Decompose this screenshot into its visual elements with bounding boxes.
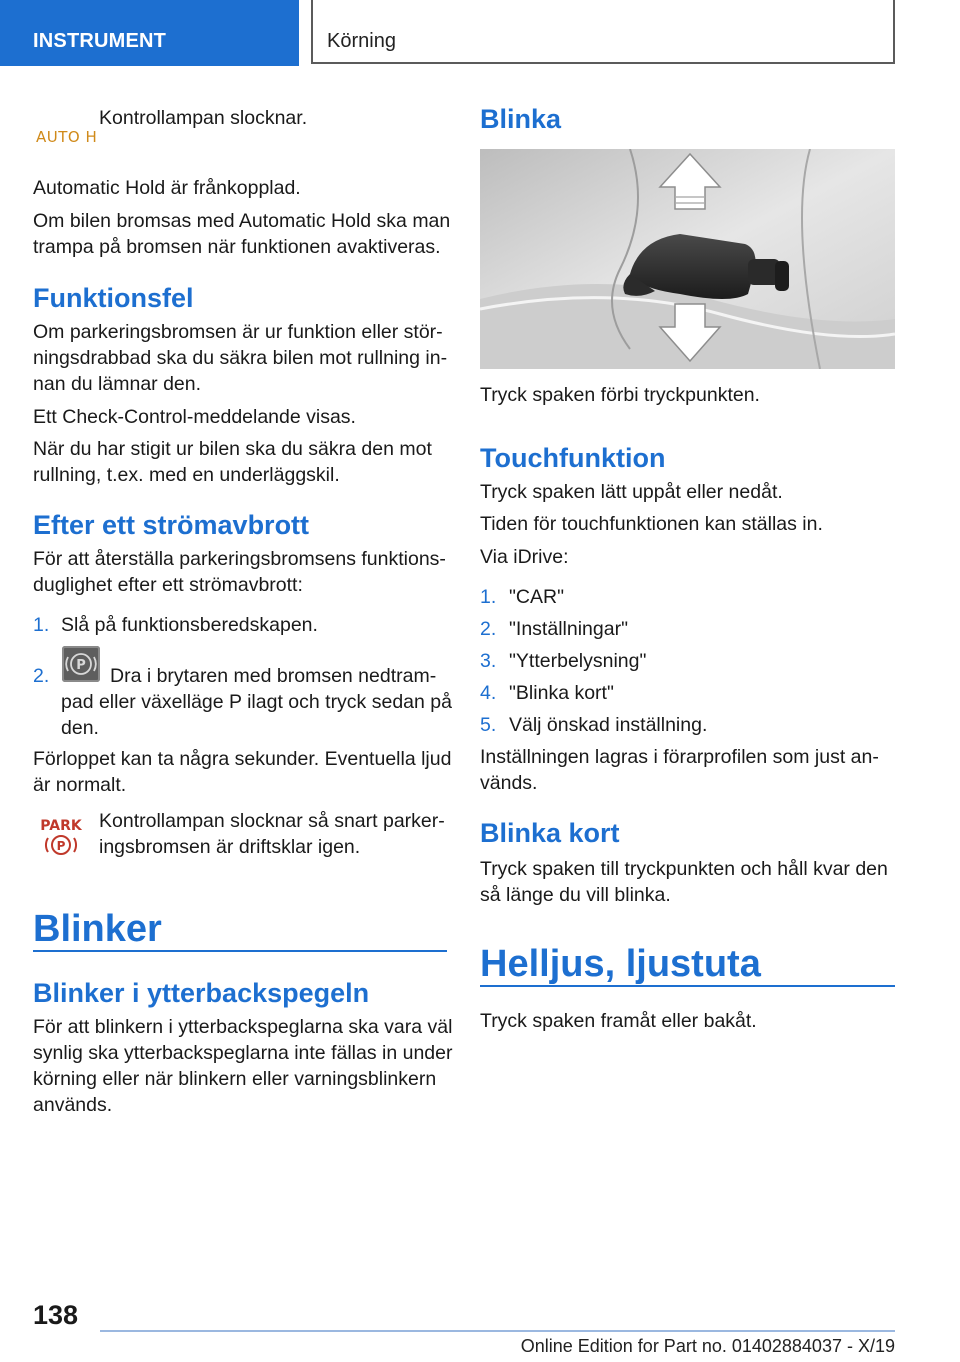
photo-caption: Tryck spaken förbi tryckpunkten.: [480, 384, 760, 406]
menu-step-number: 1.: [480, 586, 497, 608]
high-beam-title-rule: [480, 985, 895, 987]
menu-step-number: 5.: [480, 714, 497, 736]
menu-step-text: "CAR": [509, 586, 565, 608]
mirror-heading: Blinker i ytterbackspegeln: [33, 978, 370, 1008]
parking-brake-switch-icon: [62, 646, 100, 682]
page-number: 138: [33, 1300, 79, 1330]
blinker-title-rule: [33, 950, 447, 952]
blinka-heading: Blinka: [480, 104, 562, 134]
menu-step-text: "Ytterbelysning": [509, 650, 647, 672]
svg-text:P: P: [76, 658, 86, 673]
park-icon-label: PARK: [40, 818, 82, 834]
section-tab: INSTRUMENT: [0, 0, 299, 66]
short-line-2: så länge du vill blinka.: [480, 884, 671, 906]
indicator-off-text: Kontrollampan slocknar.: [99, 107, 308, 129]
step-number: 2.: [33, 665, 50, 687]
footer-rule: [100, 1330, 895, 1332]
power-line-1: För att återställa parkeringsbromsens funktions-: [33, 548, 446, 570]
power-line-2: duglighet efter ett strömavbrott:: [33, 574, 303, 596]
high-beam-title: Helljus, ljustuta: [480, 943, 761, 985]
step-number: 1.: [33, 614, 50, 636]
svg-text:P: P: [56, 839, 66, 853]
idrive-text: Via iDrive:: [480, 546, 569, 568]
mirror-line-2: synlig ska ytterbackspeglarna inte fällas in under: [33, 1042, 453, 1064]
touch-heading: Touchfunktion: [480, 443, 666, 473]
delay-line-2: är normalt.: [33, 774, 127, 796]
secure-line-1: När du har stigit ur bilen ska du säkra den mot: [33, 438, 432, 460]
malfunction-heading: Funktionsfel: [33, 283, 194, 313]
mirror-line-1: För att blinkern i ytterbackspeglarna ska vara väl: [33, 1016, 453, 1038]
malfunction-line-3: nan du lämnar den.: [33, 373, 202, 395]
park-off-line-2: ingsbromsen är driftsklar igen.: [99, 836, 361, 858]
malfunction-line-2: ningsdrabbad ska du säkra bilen mot rullning in-: [33, 347, 448, 369]
menu-step-number: 2.: [480, 618, 497, 640]
touch-line-2: Tiden för touchfunktionen kan ställas in.: [480, 513, 823, 535]
auto-hold-icon: AUTO H: [36, 128, 98, 146]
hold-off-text: Automatic Hold är frånkopplad.: [33, 177, 301, 199]
menu-step-text: "Inställningar": [509, 618, 628, 640]
delay-line-1: Förloppet kan ta några sekunder. Eventuella ljud: [33, 748, 452, 770]
menu-step-text: Välj önskad inställning.: [509, 714, 708, 736]
step-text: Slå på funktionsberedskapen.: [61, 614, 318, 636]
step-text: Dra i brytaren med bromsen nedtram-: [110, 665, 437, 687]
mirror-line-4: används.: [33, 1094, 113, 1116]
menu-step-number: 3.: [480, 650, 497, 672]
blinker-title: Blinker: [33, 908, 162, 950]
step-text: den.: [61, 717, 99, 739]
turn-signal-lever-photo: [480, 149, 895, 369]
short-line-1: Tryck spaken till tryckpunkten och håll kvar den: [480, 858, 888, 880]
malfunction-line-1: Om parkeringsbromsen är ur funktion eller stör-: [33, 321, 443, 343]
cc-message-text: Ett Check-Control-meddelande visas.: [33, 406, 356, 428]
high-beam-line-1: Tryck spaken framåt eller bakåt.: [480, 1010, 757, 1032]
park-off-line-1: Kontrollampan slocknar så snart parker-: [99, 810, 445, 832]
short-blink-heading: Blinka kort: [480, 818, 620, 848]
menu-step-number: 4.: [480, 682, 497, 704]
chapter-tab: Körning: [311, 0, 895, 64]
hold-note-line-2: trampa på bromsen när funktionen avaktiveras.: [33, 236, 441, 258]
park-brake-icon: [33, 812, 89, 862]
secure-line-2: rullning, t.ex. med en underläggskil.: [33, 464, 340, 486]
saved-line-1: Inställningen lagras i förarprofilen som just an-: [480, 746, 879, 768]
edition-footer: Online Edition for Part no. 01402884037 - X/19: [520, 1336, 895, 1356]
power-outage-heading: Efter ett strömavbrott: [33, 510, 310, 540]
menu-step-text: "Blinka kort": [509, 682, 614, 704]
hold-note-line-1: Om bilen bromsas med Automatic Hold ska man: [33, 210, 451, 232]
saved-line-2: vänds.: [480, 772, 538, 794]
mirror-line-3: körning eller när blinkern eller varningsblinkern: [33, 1068, 437, 1090]
step-text: pad eller växelläge P ilagt och tryck sedan på: [61, 691, 452, 713]
touch-line-1: Tryck spaken lätt uppåt eller nedåt.: [480, 481, 783, 503]
